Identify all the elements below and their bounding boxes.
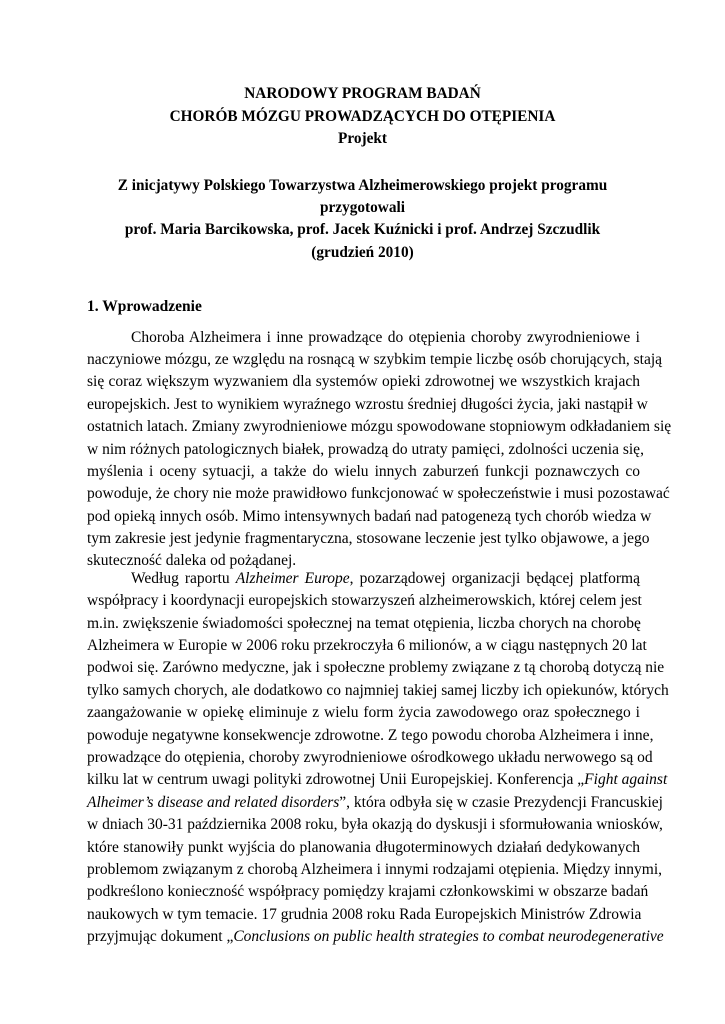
paragraph-2-line [87,792,663,814]
document-title-italic: Conclusions on public health strategies to combat neurodegenerative [233,928,664,945]
paragraph-1-line: tym zakresie jest jedynie fragmentaryczna, stosowane leczenie jest tylko objawowe, a jego [87,530,650,547]
paragraph-2-line: problemom związanym z chorobą Alzheimera i innymi rodzajami otępienia. Między innymi, [87,861,663,878]
text-run: ”, która odbyła się w czasie Prezydencji Francuskiej [339,794,663,811]
report-name-italic: Alzheimer Europe [235,570,350,587]
paragraph-2-line: prowadzące do otępienia, choroby zwyrodnieniowe ośrodkowego układu nerwowego są od [87,749,653,766]
paragraph-1-line: się coraz większym wyzwaniem dla systemów opieki zdrowotnej we wszystkich krajach [87,373,640,390]
paragraph-2-line: które stanowiły punkt wyjścia do planowania długoterminowych działań dedykowanych [87,839,640,856]
paragraph-2-line: współpracy i koordynacji europejskich stowarzyszeń alzheimerowskich, której celem jest [87,592,642,609]
paragraph-2-line: podkreślono konieczność współpracy pomiędzy krajami członkowskimi w obszarze badań [87,883,649,900]
paragraph-2-line: podwoi się. Zarówno medyczne, jak i społeczne problemy związane z tą chorobą dotyczą nie [87,659,665,676]
authors-line: prof. Maria Barcikowska, prof. Jacek Kuźnicki i prof. Andrzej Szczudlik [124,221,601,238]
conference-title-italic: Alheimer’s disease and related disorders [87,794,340,811]
paragraph-2-line: powoduje negatywne konsekwencje zdrowotne. Z tego powodu choroba Alzheimera i inne, [87,727,654,744]
paragraph-2-line: tylko samych chorych, ale dodatkowo co najmniej takiej samej liczby ich opiekunów, których [87,682,669,699]
paragraph-1-line: powoduje, że chory nie może prawidłowo funkcjonować w społeczeństwie i musi pozostawać [87,485,670,502]
paragraph-2-line: w dniach 30-31 października 2008 roku, była okazją do dyskusji i sformułowania wniosków, [87,816,663,833]
document-title-line-2: CHORÓB MÓZGU PROWADZĄCYCH DO OTĘPIENIA [169,108,556,125]
paragraph-1-line: skuteczność daleka od pożądanej. [87,552,297,569]
paragraph-2-line: naukowych w tym temacie. 17 grudnia 2008 roku Rada Europejskich Ministrów Zdrowia [87,906,642,923]
paragraph-2-line: m.in. zwiększenie świadomości społecznej na temat otępienia, liczba chorych na chorobę [87,615,641,632]
paragraph-1-line: w nim różnych patologicznych białek, prowadzą do utraty pamięci, zdolności uczenia się, [87,441,644,458]
text-run: Według raportu [131,570,236,587]
paragraph-2-line: Alzheimera w Europie w 2006 roku przekroczyła 6 milionów, a w ciągu następnych 20 lat [87,637,647,654]
document-subtitle: Projekt [338,130,387,147]
paragraph-1-line: Choroba Alzheimera i inne prowadzące do otępienia choroby zwyrodnieniowe i [131,329,640,346]
paragraph-2-line [87,926,664,948]
paragraph-2-line [131,568,640,590]
initiative-line-2: przygotowali [320,199,405,216]
text-run: kilku lat w centrum uwagi polityki zdrowotnej Unii Europejskiej. Konferencja „ [87,771,585,788]
paragraph-1-line: ostatnich latach. Zmiany zwyrodnieniowe mózgu spowodowane stopniowym odkładaniem się [87,418,672,435]
document-title-line-1: NARODOWY PROGRAM BADAŃ [244,85,481,102]
section-heading: 1. Wprowadzenie [87,298,202,315]
paragraph-1-line: pod opieką innych osób. Mimo intensywnych badań nad patogenezą tych chorób wiedza w [87,508,652,525]
paragraph-1-line: naczyniowe mózgu, ze względu na rosnącą w szybkim tempie liczbę osób chorujących, stają [87,351,663,368]
text-run: , pozarządowej organizacji będącej platformą [349,570,640,587]
paragraph-1-line: europejskich. Jest to wynikiem wyraźnego wzrostu średniej długości życia, jaki nastąpił w [87,396,648,413]
initiative-line-1: Z inicjatywy Polskiego Towarzystwa Alzheimerowskiego projekt programu [117,177,608,194]
document-date: (grudzień 2010) [311,244,414,261]
paragraph-1-line: myślenia i oceny sytuacji, a także do wielu innych zaburzeń funkcji poznawczych co [87,463,640,480]
paragraph-2-line [87,769,668,791]
paragraph-2-line: zaangażowanie w opiekę eliminuje z wielu form życia zawodowego oraz społecznego i [87,704,640,721]
conference-title-italic: Fight against [584,771,668,788]
text-run: przyjmując dokument „ [87,928,234,945]
